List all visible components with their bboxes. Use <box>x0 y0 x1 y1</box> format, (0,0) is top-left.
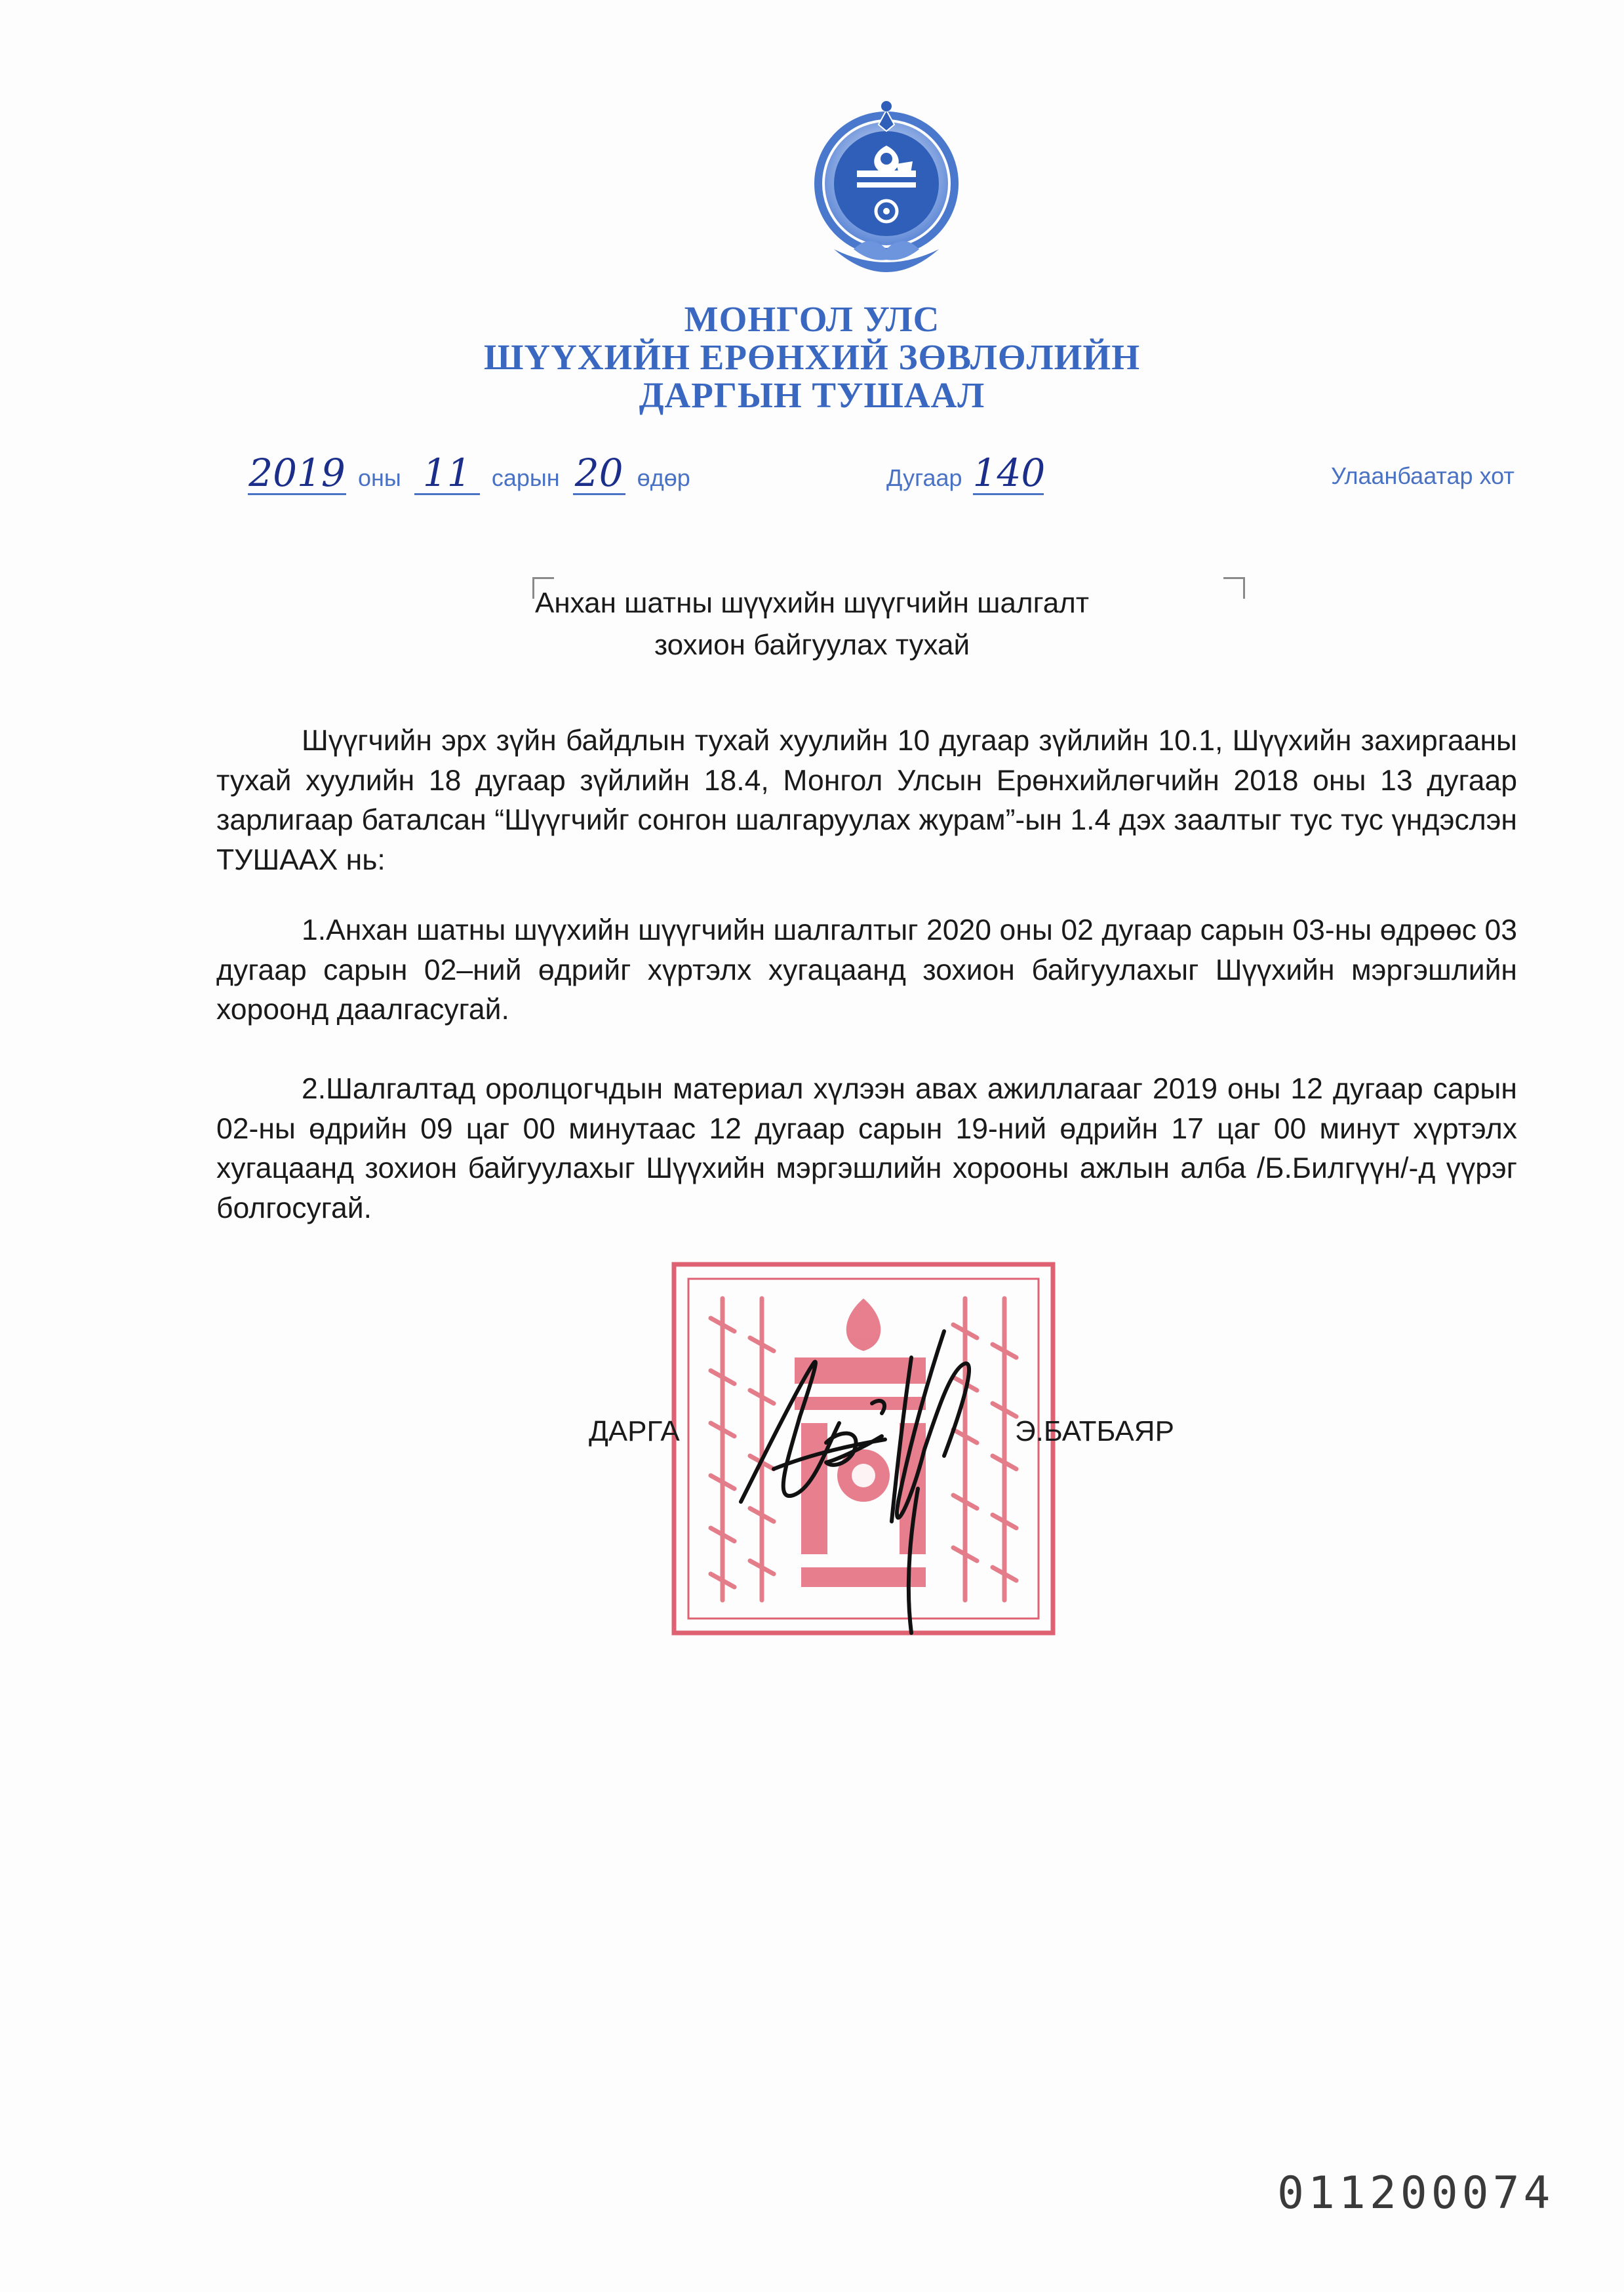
document-serial-number: 011200074 <box>1277 2167 1555 2219</box>
subject-line-1: Анхан шатны шүүхийн шүүгчийн шалгалт <box>534 587 1089 619</box>
date-year: 2019 <box>248 451 346 495</box>
body-clause-2: 2.Шалгалтад оролцогчдын материал хүлээн авах ажиллагааг 2019 оны 12 дугаар сарын 02-ны өдрийн 09 цаг 00 минутаас 12 дугаар сарын 19-ний өдрийн 17 цаг 00 минут хүртэлх хугацаанд зохион байгуулахыг Шүүхийн мэргэшлийн хорооны ажлын алба /Б.Билгүүн/-д үүрэг болгосугай. <box>216 1073 1517 1224</box>
city: Улаанбаатар хот <box>1331 462 1515 489</box>
body-clause-1: 1.Анхан шатны шүүхийн шүүгчийн шалгалтыг 2020 оны 02 дугаар сарын 03-ны өдрөөс 03 дугаар сарын 02–ний өдрийг хүртэлх хугацаанд зохион байгуулахыг Шүүхийн мэргэшлийн хороонд даалгасугай. <box>216 914 1517 1026</box>
header-institution: ШҮҮХИЙН ЕРӨНХИЙ ЗӨВЛӨЛИЙН <box>483 337 1140 377</box>
date-month: 11 <box>414 452 480 495</box>
handwritten-signature <box>715 1305 1069 1646</box>
order-date <box>248 452 690 498</box>
date-year-label: оны <box>358 464 401 491</box>
signatory-name: Э.БАТБАЯР <box>1015 1415 1174 1447</box>
number-label: Дугаар <box>886 464 962 491</box>
date-day: 20 <box>573 452 625 495</box>
state-emblem-icon <box>808 98 965 289</box>
header-doc-type: ДАРГЫН ТУШААЛ <box>639 375 985 415</box>
date-month-label: сарын <box>491 464 560 491</box>
order-number <box>886 452 1049 498</box>
number-value: 140 <box>972 451 1046 495</box>
date-day-label: өдөр <box>637 464 690 491</box>
subject-line-2: зохион байгуулах тухай <box>654 629 970 661</box>
signatory-title: ДАРГА <box>589 1415 680 1447</box>
header-country: МОНГОЛ УЛС <box>684 299 940 339</box>
body-preamble: Шүүгчийн эрх зүйн байдлын тухай хуулийн 10 дугаар зүйлийн 10.1, Шүүхийн захиргааны тухай хуулийн 18 дугаар зүйлийн 18.4, Монгол Улсын Ерөнхийлөгчийн 2018 оны 13 дугаар зарлигаар баталсан “Шүүгчийг сонгон шалгаруулах журам”-ын 1.4 дэх заалтыг тус тус үндэслэн ТУШААХ нь: <box>216 725 1517 876</box>
